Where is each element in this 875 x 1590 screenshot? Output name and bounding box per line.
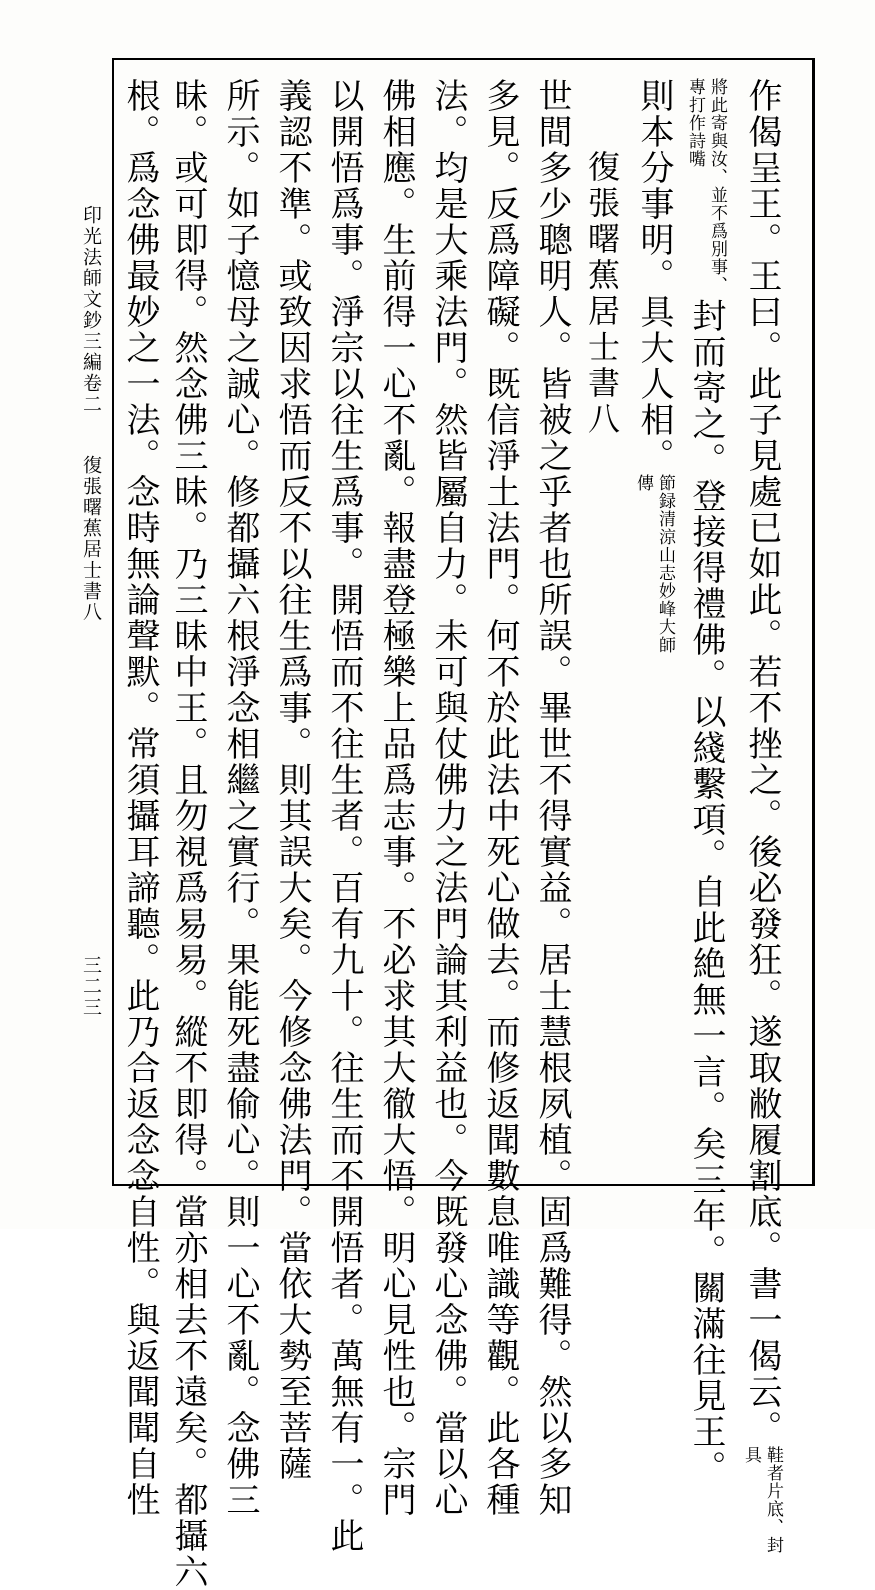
column-text: 昧。或可即得。然念佛三昧。乃三昧中王。且勿視爲易易。縱不即得。當亦相去不遠矣。都攝六: [168, 78, 208, 1590]
annotation-note: 節録清涼山志妙峰大師傳: [633, 474, 675, 654]
column-text: 作偈呈王。王曰。此子見處已如此。若不挫之。後必發狂。遂取敝履割底。書一偈云。: [742, 78, 782, 1446]
column-text: 法。均是大乘法門。然皆屬自力。未可與仗佛力之法門論其利益也。今既發心念佛。當以心: [428, 78, 468, 1518]
text-column-7: [426, 78, 470, 1518]
column-text: 世間多少聰明人。皆被之乎者也所誤。畢世不得實益。居士慧根夙植。固爲難得。然以多知: [532, 78, 572, 1518]
column-text: 封而寄之。登接得禮佛。以綫繫項。自此絶無一言。矣三年。關滿往見王。: [686, 298, 726, 1486]
text-column-13: [118, 78, 162, 1518]
text-column-2: [684, 78, 728, 1486]
text-column-6: [478, 78, 522, 1518]
margin-book-title: [80, 205, 102, 415]
column-text: 以開悟爲事。淨宗以往生爲事。開悟而不往生者。百有九十。往生而不開悟者。萬無有一。此: [324, 78, 364, 1554]
column-text: 所示。如子憶母之誠心。修都攝六根淨念相繼之實行。果能死盡偷心。則一心不亂。念佛三: [220, 78, 260, 1518]
margin-section-title: [80, 455, 102, 623]
letter-title: [580, 150, 624, 1245]
page-number: 三二三: [80, 955, 102, 1018]
annotation-pre: 將此寄與汝、並不爲別事、專打作詩嘴: [685, 78, 727, 294]
text-column-5: [530, 78, 574, 1518]
section-title: 復張曙蕉居士書八: [80, 455, 102, 623]
column-text: 義認不準。或致因求悟而反不以往生爲事。則其誤大矣。今修念佛法門。當依大勢至菩薩: [272, 78, 312, 1482]
frame-rule-right: [812, 58, 815, 1186]
book-title: 印光法師文鈔三編卷二: [80, 205, 102, 415]
frame-rule-margin: [112, 58, 114, 1186]
frame-rule-top: [112, 58, 815, 60]
text-column-10: [270, 78, 314, 1482]
text-column-11: [218, 78, 262, 1518]
text-column-3: [632, 78, 676, 1173]
column-text: 多見。反爲障礙。既信淨土法門。何不於此法中死心做去。而修返聞數息唯識等觀。此各種: [480, 78, 520, 1518]
column-text: 佛相應。生前得一心不亂。報盡登極樂上品爲志事。不必求其大徹大悟。明心見性也。宗門: [376, 78, 416, 1518]
column-text: 則本分事明。具大人相。: [634, 78, 674, 474]
title-text: 復張曙蕉居士書八: [583, 150, 621, 438]
text-column-1: [740, 78, 784, 1554]
margin-page-number: [80, 955, 102, 1018]
text-column-9: [322, 78, 366, 1554]
text-column-8: [374, 78, 418, 1518]
column-text: 根。爲念佛最妙之一法。念時無論聲默。常須攝耳諦聽。此乃合返念念自性。與返聞聞自性: [120, 78, 160, 1518]
text-column-12: [166, 78, 210, 1590]
annotation-note: 鞋者片底、封具: [741, 1446, 783, 1554]
